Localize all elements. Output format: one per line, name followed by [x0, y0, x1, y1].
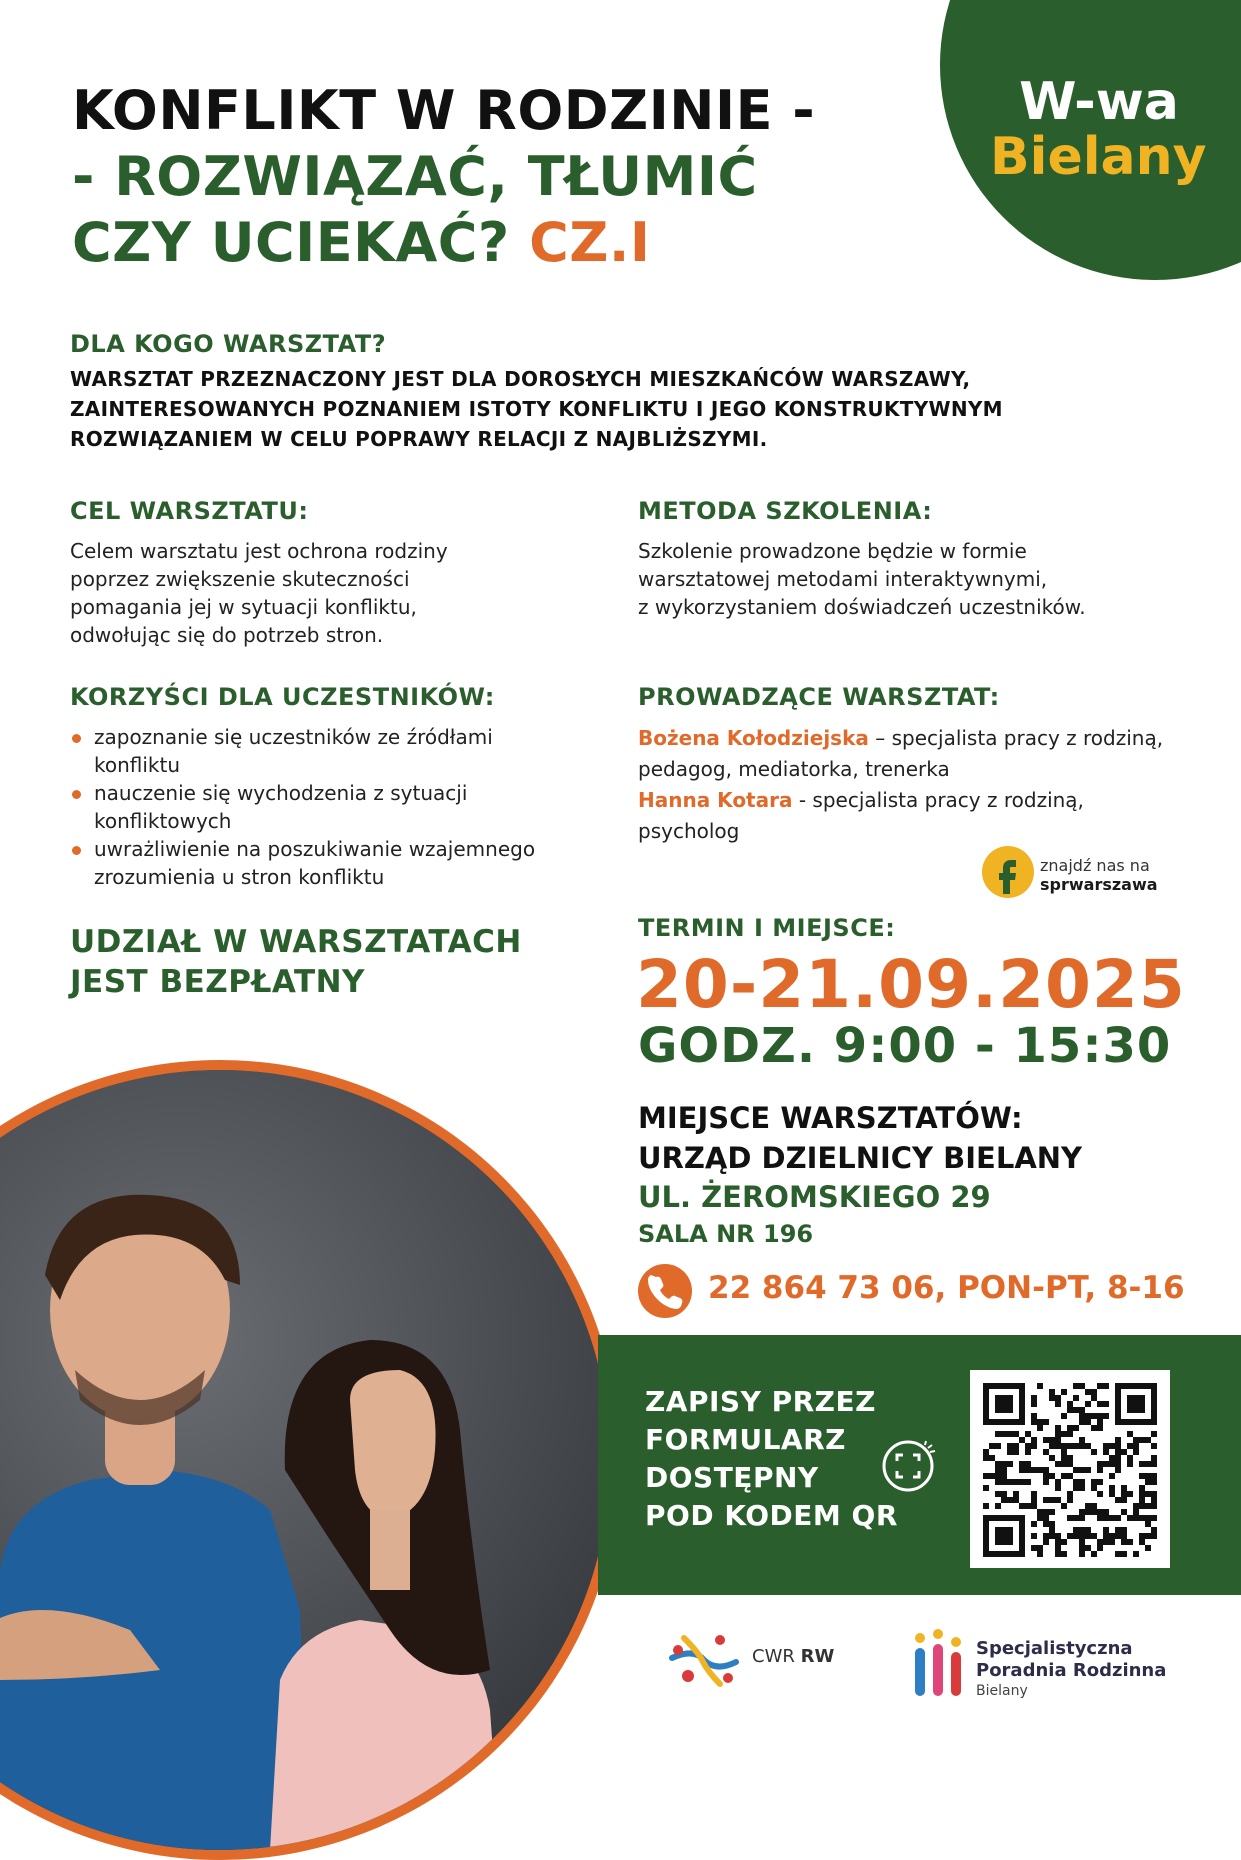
registration-line: POD KODEM QR [645, 1499, 898, 1532]
trainer-2-name: Hanna Kotara [638, 788, 793, 812]
badge-city: W-wa [1019, 72, 1179, 132]
qr-scan-icon [880, 1438, 936, 1494]
goal-heading: CEL WARSZTATU: [70, 497, 309, 525]
trainers-section [638, 683, 1228, 847]
rw-text: RW [800, 1646, 835, 1667]
phone-icon [638, 1264, 692, 1318]
goal-line: poprzez zwiększenie skuteczności [70, 567, 410, 591]
spr-logo-icon [910, 1628, 966, 1702]
badge-district: Bielany [990, 126, 1207, 187]
trainer-1-desc-2: pedagog, mediatorka, trenerka [638, 757, 950, 781]
title-line-3 [72, 210, 815, 276]
couple-photo [0, 1060, 620, 1860]
benefit-item [70, 835, 590, 891]
schedule-section [638, 914, 895, 942]
benefit-text: konfliktowych [94, 809, 232, 833]
spr-line-3: Bielany [976, 1683, 1028, 1699]
qr-code-image [970, 1370, 1170, 1568]
intro-line: WARSZTAT PRZEZNACZONY JEST DLA DOROSŁYCH MIESZKAŃCÓW WARSZAWY, [70, 367, 971, 391]
free-line-2: JEST BEZPŁATNY [70, 964, 366, 1000]
page-title [72, 78, 815, 276]
method-section [638, 497, 1218, 621]
title-line-2: - ROZWIĄZAĆ, TŁUMIĆ [72, 145, 758, 208]
free-line-1: UDZIAŁ W WARSZTATACH [70, 924, 522, 960]
trainer-1-name: Bożena Kołodziejska [638, 726, 869, 750]
badge-text [990, 72, 1230, 187]
phone-text: 22 864 73 06, PON-PT, 8-16 [708, 1270, 1185, 1306]
intro-line: ROZWIĄZANIEM W CELU POPRAWY RELACJI Z NAJBLIŻSZYMI. [70, 427, 768, 451]
method-line: Szkolenie prowadzone będzie w formie [638, 539, 1027, 563]
free-notice [70, 922, 522, 1002]
method-heading: METODA SZKOLENIA: [638, 497, 933, 525]
benefit-item [70, 779, 590, 835]
facebook-handle: sprwarszawa [1040, 875, 1158, 894]
title-line-3-main: CZY UCIEKAĆ? [72, 211, 510, 274]
benefits-section [70, 683, 590, 891]
title-part: CZ.I [529, 211, 651, 274]
intro-heading: DLA KOGO WARSZTAT? [70, 330, 387, 358]
spr-line-2: Poradnia Rodzinna [976, 1660, 1167, 1681]
couple-photo-image [0, 1070, 610, 1850]
benefits-heading: KORZYŚCI DLA UCZESTNIKÓW: [70, 683, 495, 711]
benefit-text: nauczenie się wychodzenia z sytuacji [94, 781, 468, 805]
trainer-2 [638, 785, 1228, 816]
schedule-heading: TERMIN I MIEJSCE: [638, 914, 896, 942]
cwr-rw-text [752, 1646, 834, 1667]
cwr-rw-icon [664, 1628, 742, 1690]
spr-line-1: Specjalistyczna [976, 1638, 1133, 1659]
place-heading: MIEJSCE WARSZTATÓW: [638, 1101, 1023, 1135]
goal-line: pomagania jej w sytuacji konfliktu, [70, 595, 417, 619]
place-section [638, 1098, 1082, 1248]
benefit-item [70, 723, 590, 779]
trainers-heading: PROWADZĄCE WARSZTAT: [638, 683, 1000, 711]
event-hours: GODZ. 9:00 - 15:30 [638, 1018, 1172, 1074]
place-room: SALA NR 196 [638, 1220, 814, 1248]
registration-text [645, 1383, 898, 1535]
trainer-2-desc: - specjalista pracy z rodziną, [792, 788, 1084, 812]
goal-line: odwołując się do potrzeb stron. [70, 623, 384, 647]
cwr-text: CWR [752, 1646, 801, 1667]
event-date: 20-21.09.2025 [636, 946, 1186, 1023]
place-name: URZĄD DZIELNICY BIELANY [638, 1141, 1083, 1175]
goal-line: Celem warsztatu jest ochrona rodziny [70, 539, 448, 563]
place-street: UL. ŻEROMSKIEGO 29 [638, 1180, 991, 1214]
goal-section [70, 497, 590, 649]
method-line: warsztatowej metodami interaktywnymi, [638, 567, 1048, 591]
registration-line: FORMULARZ [645, 1423, 846, 1456]
registration-line: DOSTĘPNY [645, 1461, 819, 1494]
trainer-1 [638, 723, 1228, 754]
spr-logo-text [976, 1638, 1166, 1700]
trainer-2-desc-2: psycholog [638, 819, 740, 843]
qr-code[interactable] [970, 1370, 1170, 1568]
cwr-rw-logo[interactable] [664, 1628, 835, 1694]
facebook-icon [982, 846, 1034, 898]
benefit-text: zrozumienia u stron konfliktu [94, 865, 385, 889]
spr-logo[interactable] [910, 1628, 1167, 1706]
facebook-line-1: znajdź nas na [1040, 856, 1150, 875]
method-line: z wykorzystaniem doświadczeń uczestników. [638, 595, 1086, 619]
title-line-1: KONFLIKT W RODZINIE - [72, 79, 816, 142]
registration-line: ZAPISY PRZEZ [645, 1385, 876, 1418]
benefits-list [70, 723, 590, 891]
intro-line: ZAINTERESOWANYCH POZNANIEM ISTOTY KONFLIKTU I JEGO KONSTRUKTYWNYM [70, 397, 1003, 421]
benefit-text: uwrażliwienie na poszukiwanie wzajemnego [94, 837, 536, 861]
trainer-1-desc: – specjalista pracy z rodziną, [868, 726, 1164, 750]
intro-section [70, 330, 1003, 454]
benefit-text: konfliktu [94, 753, 181, 777]
benefit-text: zapoznanie się uczestników ze źródłami [94, 725, 493, 749]
